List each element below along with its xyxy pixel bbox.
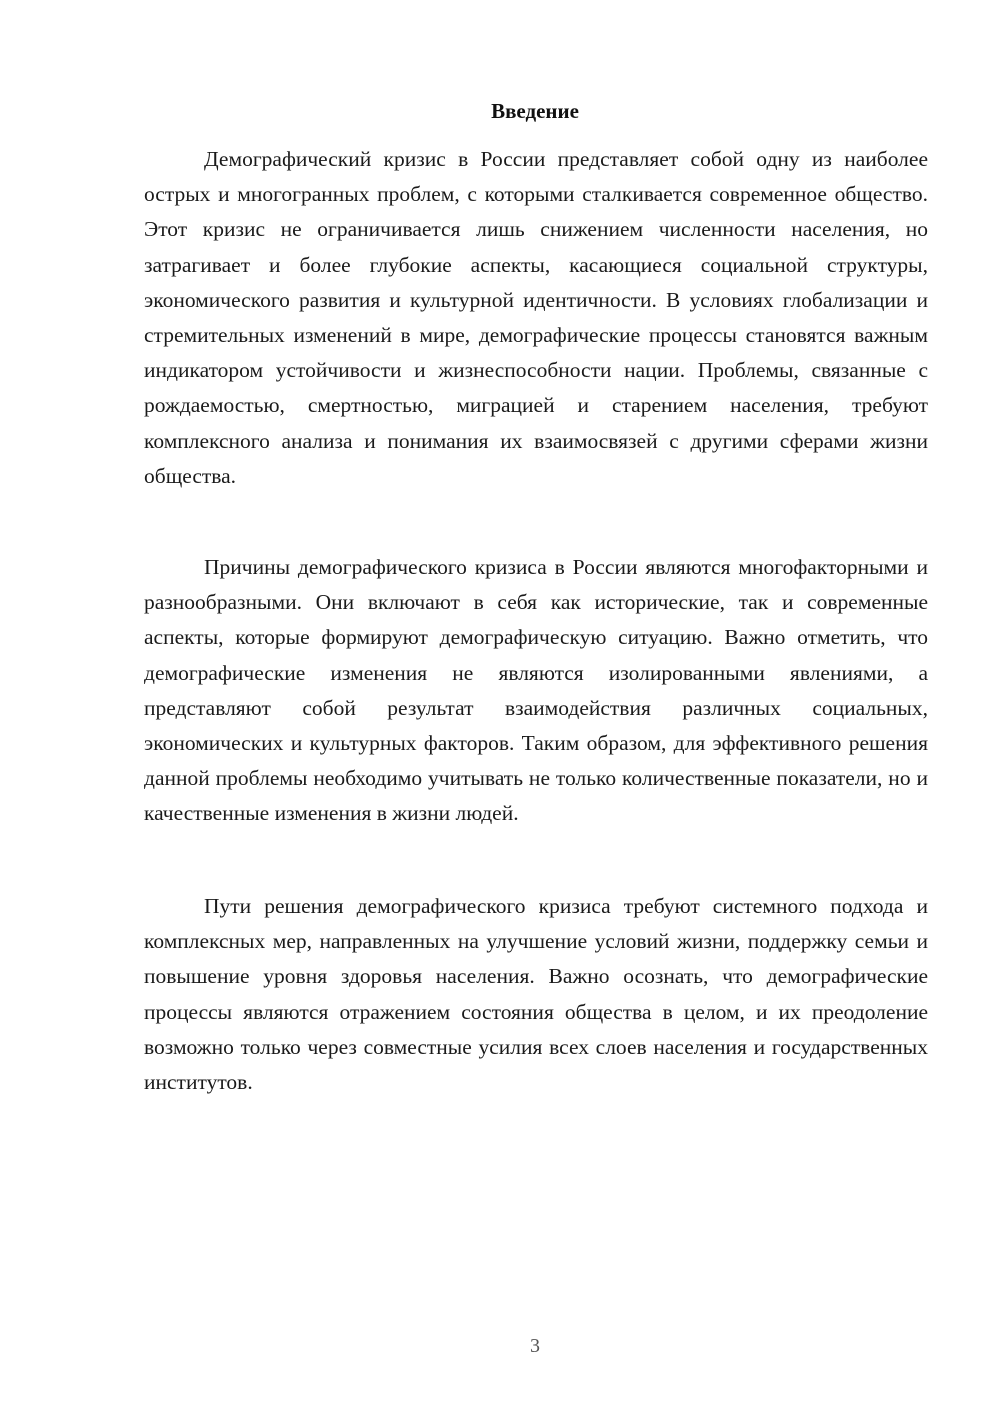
paragraph-1: Демографический кризис в России представляет собой одну из наиболее острых и многогранных проблем, с которыми сталкивается современное общество. Этот кризис не ограничивается лишь снижением численности населения, но затрагивает и более глубокие аспекты, касающиеся социальной структуры, экономического развития и культурной идентичности. В условиях глобализации и стремительных изменений в мире, демографические процессы становятся важным индикатором устойчивости и жизнеспособности нации. Проблемы, связанные с рождаемостью, смертностью, миграцией и старением населения, требуют комплексного анализа и понимания их взаимосвязей с другими сферами жизни общества. (144, 147, 928, 488)
paragraph-2: Причины демографического кризиса в России являются многофакторными и разнообразными. Они включают в себя как исторические, так и современные аспекты, которые формируют демографическую ситуацию. Важно отметить, что демографические изменения не являются изолированными явлениями, а представляют собой результат взаимодействия различных социальных, экономических и культурных факторов. Таким образом, для эффективного решения данной проблемы необходимо учитывать не только количественные показатели, но и качественные изменения в жизни людей. (144, 555, 928, 826)
paragraph-3: Пути решения демографического кризиса требуют системного подхода и комплексных мер, направленных на улучшение условий жизни, поддержку семьи и повышение уровня здоровья населения. Важно осознать, что демографические процессы являются отражением состояния общества в целом, и их преодоление возможно только через совместные усилия всех слоев населения и государственных институтов. (144, 894, 928, 1095)
page-number: 3 (530, 1335, 540, 1357)
section-heading: Введение (491, 99, 579, 123)
